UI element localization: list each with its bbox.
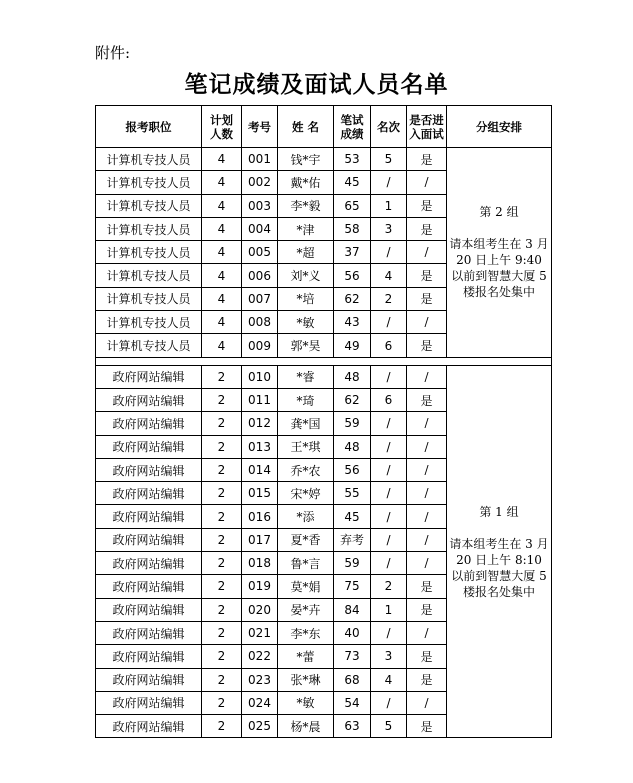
cell-exam-no: 005: [242, 241, 278, 264]
cell-plan: 2: [202, 621, 242, 644]
header-position: 报考职位: [96, 106, 202, 148]
cell-rank: /: [371, 552, 407, 575]
header-rank: 名次: [371, 106, 407, 148]
cell-position: 计算机专技人员: [96, 287, 202, 310]
cell-exam-no: 015: [242, 482, 278, 505]
cell-exam-no: 008: [242, 311, 278, 334]
cell-score: 55: [334, 482, 371, 505]
cell-score: 56: [334, 264, 371, 287]
cell-rank: /: [371, 482, 407, 505]
cell-name: *培: [278, 287, 334, 310]
cell-interview: 是: [407, 287, 447, 310]
table-row: [96, 365, 552, 388]
cell-name: 王*琪: [278, 435, 334, 458]
cell-score: 59: [334, 552, 371, 575]
cell-position: 政府网站编辑: [96, 645, 202, 668]
cell-plan: 2: [202, 691, 242, 714]
cell-name: 李*东: [278, 621, 334, 644]
cell-exam-no: 006: [242, 264, 278, 287]
cell-name: *津: [278, 217, 334, 240]
cell-plan: 4: [202, 148, 242, 171]
cell-position: 政府网站编辑: [96, 668, 202, 691]
group-note: 请本组考生在 3 月 20 日上午 9:40 以前到智慧大厦 5 楼报名处集中: [449, 237, 549, 300]
cell-plan: 2: [202, 552, 242, 575]
cell-interview: 是: [407, 645, 447, 668]
cell-interview: /: [407, 691, 447, 714]
cell-rank: 5: [371, 715, 407, 738]
cell-score: 45: [334, 505, 371, 528]
cell-position: 政府网站编辑: [96, 598, 202, 621]
cell-exam-no: 020: [242, 598, 278, 621]
cell-score: 84: [334, 598, 371, 621]
cell-score: 59: [334, 412, 371, 435]
cell-exam-no: 016: [242, 505, 278, 528]
cell-interview: /: [407, 482, 447, 505]
cell-plan: 2: [202, 365, 242, 388]
cell-plan: 4: [202, 264, 242, 287]
cell-name: 宋*婷: [278, 482, 334, 505]
cell-plan: 2: [202, 505, 242, 528]
attachment-label: 附件:: [95, 44, 131, 62]
cell-exam-no: 023: [242, 668, 278, 691]
cell-plan: 4: [202, 241, 242, 264]
cell-name: 夏*香: [278, 528, 334, 551]
cell-interview: 是: [407, 334, 447, 357]
cell-name: 李*毅: [278, 194, 334, 217]
cell-name: *超: [278, 241, 334, 264]
header-exam-no: 考号: [242, 106, 278, 148]
cell-exam-no: 001: [242, 148, 278, 171]
cell-position: 计算机专技人员: [96, 171, 202, 194]
header-name: 姓 名: [278, 106, 334, 148]
cell-score: 49: [334, 334, 371, 357]
cell-score: 弃考: [334, 528, 371, 551]
cell-plan: 2: [202, 482, 242, 505]
cell-position: 政府网站编辑: [96, 435, 202, 458]
cell-position: 政府网站编辑: [96, 621, 202, 644]
cell-interview: /: [407, 505, 447, 528]
cell-rank: /: [371, 311, 407, 334]
cell-score: 43: [334, 311, 371, 334]
cell-rank: /: [371, 412, 407, 435]
cell-interview: 是: [407, 217, 447, 240]
cell-exam-no: 004: [242, 217, 278, 240]
cell-plan: 2: [202, 575, 242, 598]
cell-score: 56: [334, 458, 371, 481]
cell-rank: 3: [371, 645, 407, 668]
cell-plan: 4: [202, 194, 242, 217]
cell-rank: /: [371, 435, 407, 458]
cell-position: 政府网站编辑: [96, 458, 202, 481]
cell-score: 48: [334, 435, 371, 458]
cell-plan: 2: [202, 598, 242, 621]
cell-rank: 4: [371, 264, 407, 287]
cell-rank: /: [371, 505, 407, 528]
group-arrangement-cell: [447, 365, 552, 738]
cell-score: 58: [334, 217, 371, 240]
cell-plan: 2: [202, 388, 242, 411]
cell-rank: 2: [371, 287, 407, 310]
cell-interview: 是: [407, 264, 447, 287]
cell-interview: /: [407, 435, 447, 458]
group-note: 请本组考生在 3 月 20 日上午 8:10 以前到智慧大厦 5 楼报名处集中: [449, 536, 549, 599]
cell-rank: /: [371, 365, 407, 388]
cell-interview: 是: [407, 388, 447, 411]
cell-position: 计算机专技人员: [96, 334, 202, 357]
cell-plan: 2: [202, 668, 242, 691]
cell-name: 杨*晨: [278, 715, 334, 738]
cell-name: *蕾: [278, 645, 334, 668]
cell-name: 晏*卉: [278, 598, 334, 621]
cell-score: 48: [334, 365, 371, 388]
header-plan: 计划 人数: [202, 106, 242, 148]
cell-score: 63: [334, 715, 371, 738]
cell-position: 政府网站编辑: [96, 482, 202, 505]
cell-name: 莫*娟: [278, 575, 334, 598]
cell-rank: /: [371, 528, 407, 551]
cell-rank: 4: [371, 668, 407, 691]
cell-interview: 是: [407, 668, 447, 691]
header-group: 分组安排: [447, 106, 552, 148]
cell-rank: 1: [371, 194, 407, 217]
cell-exam-no: 014: [242, 458, 278, 481]
cell-name: *添: [278, 505, 334, 528]
cell-exam-no: 007: [242, 287, 278, 310]
cell-rank: /: [371, 458, 407, 481]
table-header-row: [96, 106, 552, 148]
cell-exam-no: 002: [242, 171, 278, 194]
cell-exam-no: 021: [242, 621, 278, 644]
cell-interview: /: [407, 552, 447, 575]
cell-exam-no: 025: [242, 715, 278, 738]
cell-score: 40: [334, 621, 371, 644]
cell-plan: 2: [202, 645, 242, 668]
cell-score: 65: [334, 194, 371, 217]
cell-name: *敏: [278, 691, 334, 714]
cell-score: 54: [334, 691, 371, 714]
group-arrangement-cell: [447, 148, 552, 358]
cell-rank: 3: [371, 217, 407, 240]
cell-exam-no: 010: [242, 365, 278, 388]
table-row: [96, 148, 552, 171]
cell-position: 计算机专技人员: [96, 217, 202, 240]
cell-position: 政府网站编辑: [96, 388, 202, 411]
cell-exam-no: 022: [242, 645, 278, 668]
cell-rank: /: [371, 621, 407, 644]
cell-interview: 是: [407, 194, 447, 217]
cell-score: 62: [334, 388, 371, 411]
cell-position: 计算机专技人员: [96, 264, 202, 287]
cell-rank: 6: [371, 388, 407, 411]
cell-position: 计算机专技人员: [96, 311, 202, 334]
cell-name: 张*琳: [278, 668, 334, 691]
cell-position: 政府网站编辑: [96, 575, 202, 598]
cell-position: 政府网站编辑: [96, 505, 202, 528]
cell-name: 郭*昊: [278, 334, 334, 357]
group-name: 第 2 组: [479, 205, 519, 220]
cell-position: 政府网站编辑: [96, 691, 202, 714]
cell-plan: 4: [202, 171, 242, 194]
cell-plan: 4: [202, 334, 242, 357]
cell-score: 37: [334, 241, 371, 264]
cell-exam-no: 009: [242, 334, 278, 357]
cell-score: 62: [334, 287, 371, 310]
cell-interview: 是: [407, 575, 447, 598]
cell-score: 53: [334, 148, 371, 171]
cell-position: 政府网站编辑: [96, 365, 202, 388]
cell-name: 钱*宇: [278, 148, 334, 171]
cell-name: *睿: [278, 365, 334, 388]
cell-position: 政府网站编辑: [96, 552, 202, 575]
cell-exam-no: 012: [242, 412, 278, 435]
cell-plan: 4: [202, 311, 242, 334]
cell-exam-no: 018: [242, 552, 278, 575]
cell-plan: 2: [202, 435, 242, 458]
cell-name: 鲁*言: [278, 552, 334, 575]
cell-position: 政府网站编辑: [96, 715, 202, 738]
cell-name: 龚*国: [278, 412, 334, 435]
header-interview: 是否进 入面试: [407, 106, 447, 148]
cell-plan: 2: [202, 528, 242, 551]
cell-plan: 2: [202, 715, 242, 738]
group-name: 第 1 组: [479, 504, 519, 519]
cell-rank: /: [371, 171, 407, 194]
cell-interview: 是: [407, 715, 447, 738]
cell-interview: 是: [407, 148, 447, 171]
cell-rank: 5: [371, 148, 407, 171]
cell-interview: /: [407, 365, 447, 388]
cell-exam-no: 011: [242, 388, 278, 411]
cell-interview: 是: [407, 598, 447, 621]
cell-position: 政府网站编辑: [96, 412, 202, 435]
cell-rank: /: [371, 241, 407, 264]
cell-score: 68: [334, 668, 371, 691]
cell-plan: 2: [202, 412, 242, 435]
cell-position: 计算机专技人员: [96, 148, 202, 171]
cell-plan: 4: [202, 287, 242, 310]
cell-interview: /: [407, 412, 447, 435]
cell-rank: /: [371, 691, 407, 714]
results-table: [95, 105, 552, 738]
cell-position: 计算机专技人员: [96, 241, 202, 264]
cell-interview: /: [407, 241, 447, 264]
cell-rank: 6: [371, 334, 407, 357]
cell-interview: /: [407, 528, 447, 551]
cell-name: 乔*农: [278, 458, 334, 481]
separator-cell: [96, 357, 552, 365]
cell-interview: /: [407, 458, 447, 481]
cell-exam-no: 017: [242, 528, 278, 551]
cell-exam-no: 013: [242, 435, 278, 458]
cell-name: *琦: [278, 388, 334, 411]
cell-plan: 2: [202, 458, 242, 481]
cell-name: 刘*义: [278, 264, 334, 287]
cell-interview: /: [407, 621, 447, 644]
cell-exam-no: 024: [242, 691, 278, 714]
cell-name: *敏: [278, 311, 334, 334]
group-separator-row: [96, 357, 552, 365]
cell-rank: 1: [371, 598, 407, 621]
cell-name: 戴*佑: [278, 171, 334, 194]
cell-interview: /: [407, 171, 447, 194]
cell-interview: /: [407, 311, 447, 334]
cell-plan: 4: [202, 217, 242, 240]
cell-exam-no: 003: [242, 194, 278, 217]
cell-score: 45: [334, 171, 371, 194]
cell-position: 计算机专技人员: [96, 194, 202, 217]
cell-score: 75: [334, 575, 371, 598]
header-score: 笔试 成绩: [334, 106, 371, 148]
cell-score: 73: [334, 645, 371, 668]
page-title: 笔记成绩及面试人员名单: [184, 71, 449, 98]
cell-exam-no: 019: [242, 575, 278, 598]
cell-rank: 2: [371, 575, 407, 598]
cell-position: 政府网站编辑: [96, 528, 202, 551]
